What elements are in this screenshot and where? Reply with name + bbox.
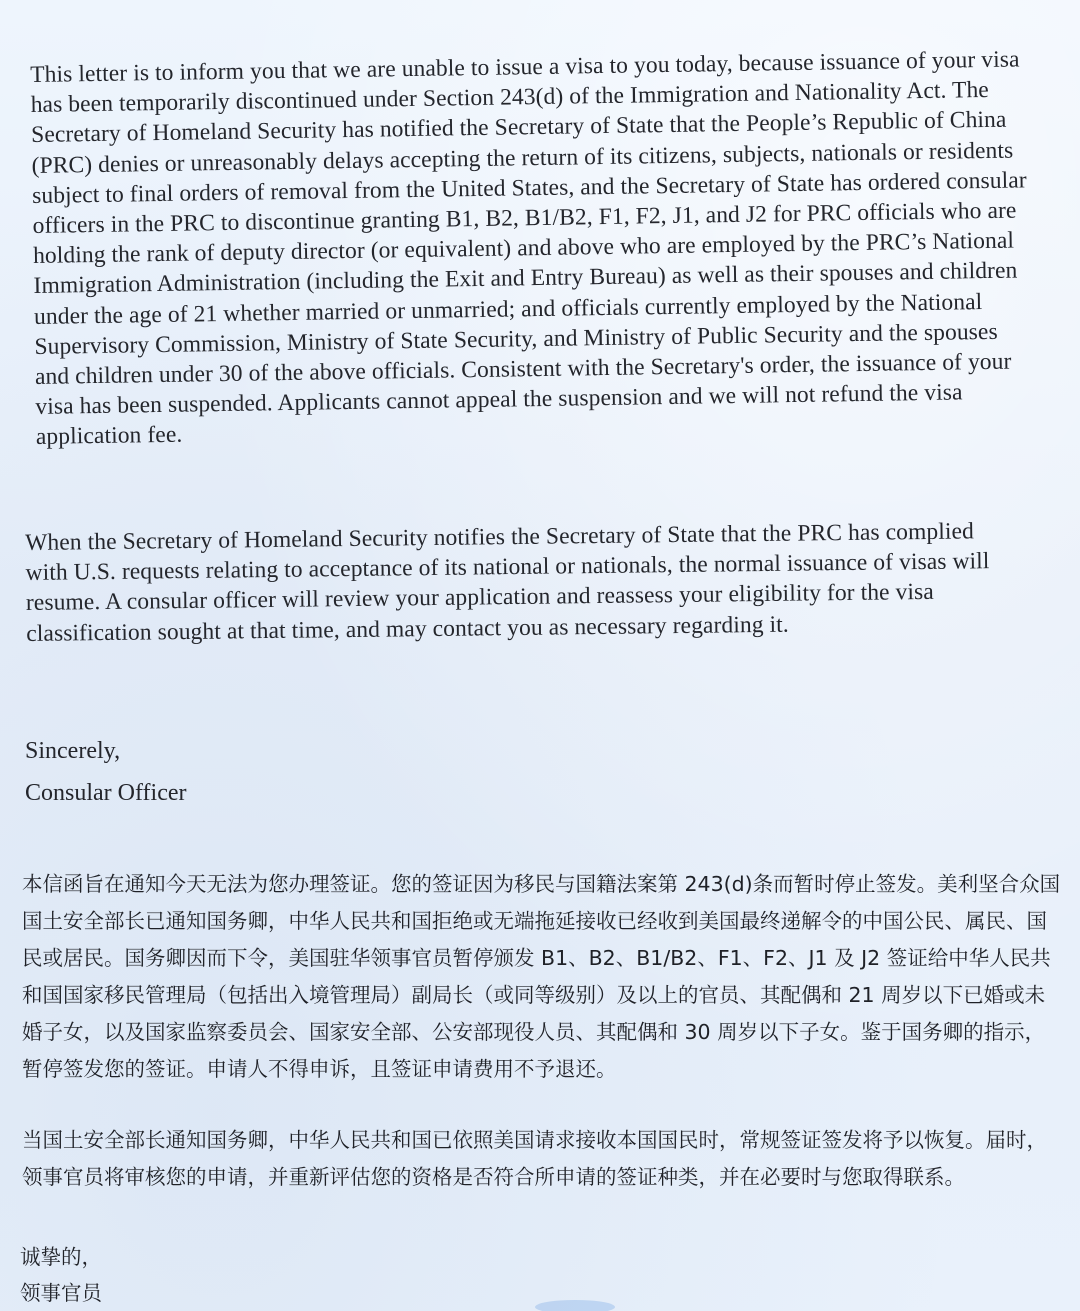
chinese-paragraph-2: 当国土安全部长通知国务卿，中华人民共和国已依照美国请求接收本国国民时，常规签证签发将予以恢复。届时，领事官员将审核您的申请，并重新评估您的资格是否符合所申请的签证种类，并在必要时与您取得联系。 xyxy=(22,1128,1047,1189)
chinese-paragraph-1: 本信函旨在通知今天无法为您办理签证。您的签证因为移民与国籍法案第 243(d)条而暂时停止签发。美利坚合众国国土安全部长已通知国务卿，中华人民共和国拒绝或无端拖延接收已经收到美国最终递解令的中国公民、属民、国民或居民。国务卿因而下令，美国驻华领事官员暂停颁发 B1、B2、B1/B2、F1、F2、J1 及 J2 签证给中华人民共和国国家移民管理局（包括出入境管理局）副局长（或同等级别）及以上的官员、其配偶和 21 周岁以下已婚或未婚子女，以及国家监察委员会、国家安全部、公安部现役人员、其配偶和 30 周岁以下子女。鉴于国务卿的指示，暂停签发您的签证。申请人不得申诉，且签证申请费用不予退还。 xyxy=(22,872,1061,1081)
english-paragraph-2: When the Secretary of Homeland Security notifies the Secretary of State that the PRC has complied with U.S. requests relating to acceptance of its national or nationals, the normal issuance of visas will resume. A consular officer will review your application and reassess your eligibility for the visa classification sought at that time, and may contact you as necessary regarding it. xyxy=(25,518,990,647)
chinese-signature: 领事官员 xyxy=(20,1281,102,1305)
english-closing: Sincerely, xyxy=(25,738,121,764)
paper-mark xyxy=(535,1300,615,1311)
english-signature: Consular Officer xyxy=(25,780,187,806)
english-paragraph-1: This letter is to inform you that we are unable to issue a visa to you today, because issuance of your visa has been temporarily discontinued under Section 243(d) of the Immigration and Nationality Act. The Secretary of Homeland Security has notified the Secretary of State that the People’s Republic of China (PRC) denies or unreasonably delays accepting the return of its citizens, subjects, nationals or residents subject to final orders of removal from the United States, and the Secretary of State has ordered consular officers in the PRC to discontinue granting B1, B2, B1/B2, F1, F2, J1, and J2 for PRC officials who are holding the rank of deputy director (or equivalent) and above who are employed by the PRC’s National Immigration Administration (including the Exit and Entry Bureau) as well as their spouses and children under the age of 21 whether married or unmarried; and officials currently employed by the National Supervisory Commission, Ministry of State Security, and Ministry of Public Security and the spouses and children under 30 of the above officials. Consistent with the Secretary's order, the issuance of your visa has been suspended. Applicants cannot appeal the suspension and we will not refund the visa application fee. xyxy=(30,46,1027,451)
chinese-closing: 诚挚的， xyxy=(20,1245,102,1269)
